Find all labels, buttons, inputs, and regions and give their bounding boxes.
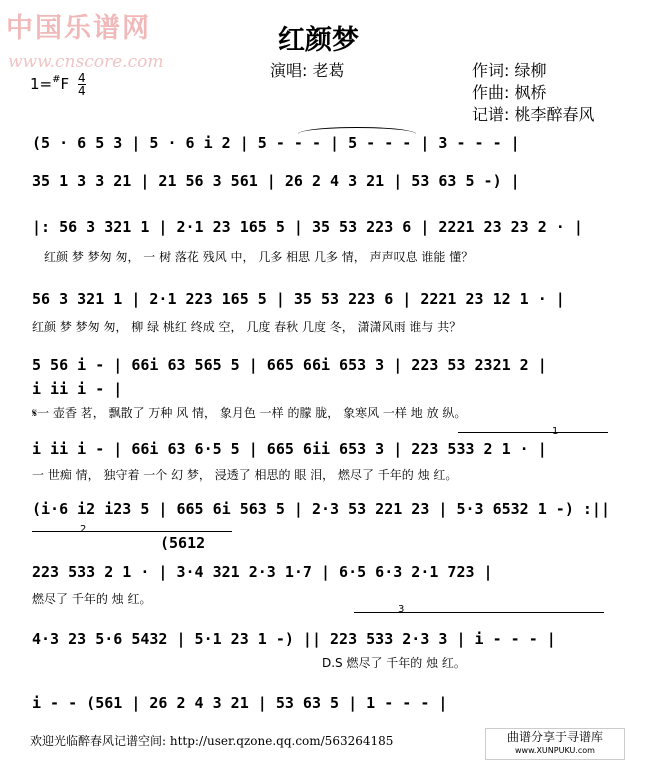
volta-2-bracket <box>32 531 232 532</box>
score-line-1: (5 · 6 5 3 | 5 · 6 i 2 | 5 - - - | 5 - - - | 3 - - - | <box>32 134 520 152</box>
tie-arc <box>298 127 416 134</box>
score-line-4: 56 3 321 1 | 2·1 223 165 5 | 35 53 223 6 | 2221 23 12 1 · | <box>32 290 565 308</box>
volta-2-label: 2 <box>80 524 87 535</box>
song-title: 红颜梦 <box>278 25 359 56</box>
lyrics-line-4: 红颜 梦 梦匆 匆， 柳 绿 桃红 终成 空， 几度 春秋 几度 冬， 潇潇风雨 谁与 共？ <box>32 320 462 334</box>
score-line-5b: i ii i - | <box>32 380 123 398</box>
footer-link-text: 欢迎光临醉春风记谱空间: http://user.qzone.qq.com/563264185 <box>30 734 394 748</box>
transcriber-credit: 记谱: 桃李醉春风 <box>472 105 595 124</box>
time-signature <box>78 72 86 97</box>
source-badge <box>485 728 625 760</box>
score-line-6: i ii i - | 66i 63 6·5 5 | 665 6ii 653 3 | 223 533 2 1 · | <box>32 440 547 458</box>
key-note: F <box>60 75 70 93</box>
composer-credit: 作曲: 枫桥 <box>472 83 547 102</box>
key-prefix: 1= <box>30 75 53 93</box>
triplet-bracket <box>354 612 604 613</box>
paren-note-group: (5612 <box>160 534 206 552</box>
score-line-5: 5 56 i - | 66i 63 565 5 | 665 66i 653 3 | 223 53 2321 2 | <box>32 356 547 374</box>
time-bottom: 4 <box>77 84 86 98</box>
volta-1-bracket <box>458 432 608 433</box>
badge-title: 曲谱分享于寻谱库 <box>506 730 603 744</box>
badge-url: www.XUNPUKU.com <box>515 746 595 755</box>
watermark-url: www.cnscore.com <box>8 52 164 72</box>
watermark-logo: 中国乐谱网 <box>6 13 151 44</box>
time-top: 4 <box>77 71 86 85</box>
lyrics-line-9: D.S 燃尽了 千年的 烛 红。 <box>322 656 466 670</box>
score-line-9: 4·3 23 5·6 5432 | 5·1 23 1 -) || 223 533 2·3 3 | i - - - | <box>32 630 556 648</box>
score-line-3: |: 56 3 321 1 | 2·1 23 165 5 | 35 53 223 6 | 2221 23 23 2 · | <box>32 218 583 236</box>
lyrics-line-8: 燃尽了 千年的 烛 红。 <box>32 592 152 606</box>
score-line-7: (i·6 i2 i23 5 | 665 6i 563 5 | 2·3 53 221 23 | 5·3 6532 1 -) :|| <box>32 500 610 518</box>
singer-credit: 演唱: 老葛 <box>270 61 345 80</box>
score-line-8: 223 533 2 1 · | 3·4 321 2·3 1·7 | 6·5 6·3 2·1 723 | <box>32 563 493 581</box>
lyricist-credit: 作词: 绿柳 <box>472 61 547 80</box>
lyrics-line-3: 红颜 梦 梦匆 匆， 一 树 落花 残风 中， 几多 相思 几多 情， 声声叹息 谁能 懂？ <box>44 250 474 264</box>
lyrics-line-5: 𝄋一 壶香 茗， 飘散了 万种 风 情， 象月色 一样 的朦 胧， 象寒风 一样 地 放 纵。 <box>32 406 467 420</box>
sharp-sign: # <box>52 74 61 85</box>
score-line-2: 35 1 3 3 21 | 21 56 3 561 | 26 2 4 3 21 | 53 63 5 -) | <box>32 172 520 190</box>
lyrics-line-6: 一 世痴 情， 独守着 一个 幻 梦， 浸透了 相思的 眼 泪， 燃尽了 千年的 烛 红。 <box>32 468 458 482</box>
key-signature <box>30 72 86 97</box>
score-line-10: i - - (561 | 26 2 4 3 21 | 53 63 5 | 1 - - - | <box>32 694 448 712</box>
triplet-label: 3 <box>398 604 405 615</box>
